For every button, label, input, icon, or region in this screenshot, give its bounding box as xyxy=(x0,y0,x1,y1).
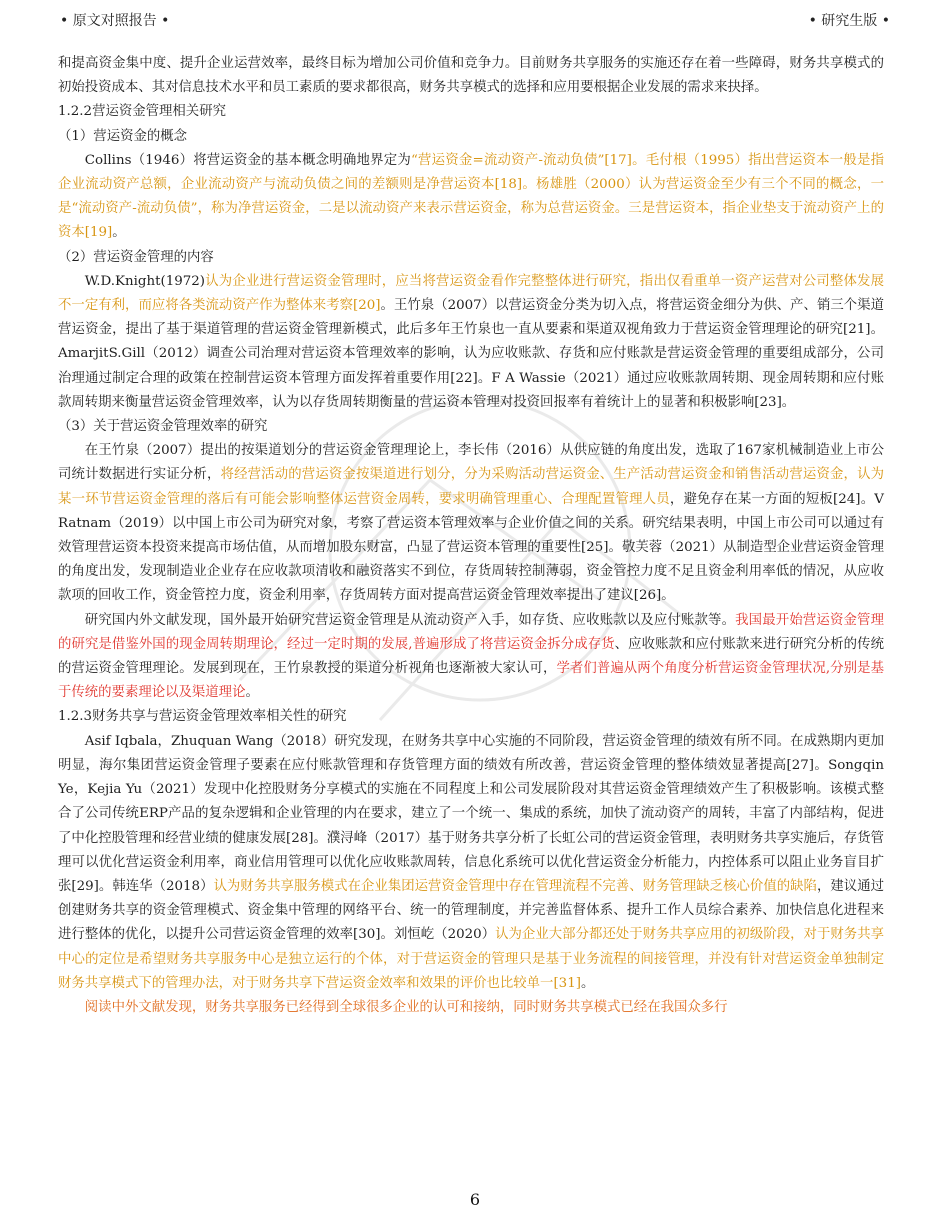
subheading-content: （2）营运资金管理的内容 xyxy=(58,249,214,265)
edition-label: • 研究生版 • xyxy=(808,13,890,29)
plain-text: 、应收账款和应付账款来进行研究分析的传统的营运资金管理理论。发展到现在，王竹泉教授的渠道分析视角也逐渐被大家认可， xyxy=(58,636,884,677)
plain-text: ，建议通过创建财务共享的资金管理模式、资金集中管理的网络平台、统一的管理制度，并完善监督体系、提升工作人员综合素养、加快信息化进程来进行整体的优化，以提升公司营运资金管理的效率[30]。刘恒屹（2020） xyxy=(58,878,885,943)
paragraph: 和提高资金集中度、提升企业运营效率，最终目标为增加公司价值和竞争力。目前财务共享服务的实施还存在着一些障碍，财务共享模式的初始投资成本、其对信息技术水平和员工素质的要求都很高，财务共享模式的选择和应用要根据企业发展的需求来抉择。 xyxy=(58,56,884,96)
plain-text: W.D.Knight(1972) xyxy=(84,273,206,289)
highlighted-text: 认为企业进行营运资金管理时，应当将营运资金看作完整整体进行研究，指出仅看重单一资产运营对公司整体发展不一定有利，而应将各类流动资产作为整体来考察[20] xyxy=(58,273,884,314)
paragraph-highlighted: 阅读中外文献发现，财务共享服务已经得到全球很多企业的认可和接纳，同时财务共享模式已经在我国众多行 xyxy=(84,999,728,1015)
plain-text: Asif Iqbala，Zhuquan Wang（2018）研究发现，在财务共享中心实施的不同阶段，营运资金管理的绩效有所不同。在成熟期内更加明显，海尔集团营运资金管理子要素在应付账款管理和存货管理方面的绩效有所改善，营运资金管理的整体绩效显著提高[27]。Songqin Ye，Kejia Yu（2021）发现中化控股财务分享模式的实施在不同程度上和公司发展阶段对其营运资金管理绩效产生了积极影响。该模式整合了公司传统ERP产品的复杂逻辑和企业管理的内在要求，建立了一个统一、集成的系统，加快了流动资产的周转，丰富了内部结构，促进了中化控股管理和经营业绩的健康发展[28]。濮浔峰（2017）基于财务共享分析了长虹公司的营运资金管理，表明财务共享实施后，存货管理可以优化营运资金利用率，商业信用管理可以优化应收账款周转，信息化系统可以优化营运资金分析能力，内控体系可以阻止业务盲目扩张[29]。韩连华（2018） xyxy=(58,733,884,894)
report-body xyxy=(58,52,884,1020)
plain-text: Collins（1946）将营运资金的基本概念明确地界定为 xyxy=(84,152,411,168)
plain-text: 研究国内外文献发现，国外最开始研究营运资金管理是从流动资产入手，如存货、应收账款以及应付账款等。 xyxy=(84,612,736,628)
plain-text: ，避免存在某一方面的短板[24]。V Ratnam（2019）以中国上市公司为研究对象，考察了营运资本管理效率与企业价值之间的关系。研究结果表明，中国上市公司可以通过有效管理营运资本投资来提高市场估值，从而增加股东财富，凸显了营运资本管理的重要性[25]。敬芙蓉（2021）从制造型企业营运资金管理的角度出发，发现制造业企业存在应收款项清收和融资落实不到位，存货周转控制薄弱，资金管控力度不足且资金利用率低的情况，从应收款项的回收工作，资金管控力度，资金利用率，存货周转方面对提高营运资金管理效率提出了建议[26]。 xyxy=(58,491,884,604)
highlighted-text: 将经营活动的营运资金按渠道进行划分，分为采购活动营运资金、生产活动营运资金和销售活动营运资金，认为某一环节营运资金管理的落后有可能会影响整体运营资金周转，要求明确管理重心、合理配置管理人员 xyxy=(58,467,885,507)
highlighted-text: 认为企业大部分都还处于财务共享应用的初级阶段，对于财务共享中心的定位是希望财务共享服务中心是独立运行的个体，对于营运资金的管理只是基于业务流程的间接管理，并没有针对营运资金单独制定财务共享模式下的管理办法，对于财务共享下营运资金效率和效果的评价也比较单一[31] xyxy=(58,927,884,991)
highlighted-text-red: 学者们普遍从两个角度分析营运资金管理状况,分别是基于传统的要素理论以及渠道理论 xyxy=(58,661,884,701)
report-type-label: • 原文对照报告 • xyxy=(60,13,170,29)
paragraph xyxy=(58,439,884,608)
plain-text: 。王竹泉（2007）以营运资金分类为切入点，将营运资金细分为供、产、销三个渠道营运资金，提出了基于渠道管理的营运资金管理新模式，此后多年王竹泉也一直从要素和渠道双视角致力于营运资金管理理论的研究[21]。AmarjitS.Gill（2012）调查公司治理对营运资本管理效率的影响，认为应收账款、存货和应付账款是营运资金管理的重要组成部分，公司治理通过制定合理的政策在控制营运资本管理方面发挥着重要作用[22]。F A Wassie（2021）通过应收账款周转期、现金周转期和应付账款周转期来衡量营运资金管理效率，认为以存货周转期衡量的营运资本管理对投资回报率有着统计上的显著和积极影响[23]。 xyxy=(58,298,884,410)
page-number: 6 xyxy=(469,1190,481,1209)
paragraph xyxy=(58,270,884,415)
section-heading-1-2-3: 1.2.3财务共享与营运资金管理效率相关性的研究 xyxy=(58,709,347,725)
plain-text: 。 xyxy=(112,225,126,241)
subheading-efficiency: （3）关于营运资金管理效率的研究 xyxy=(58,419,268,435)
page-header xyxy=(0,10,950,32)
paragraph xyxy=(58,730,884,996)
section-heading-1-2-2: 1.2.2营运资金管理相关研究 xyxy=(58,104,226,120)
plain-text: 。 xyxy=(580,975,595,991)
subheading-concept: （1）营运资金的概念 xyxy=(58,128,188,144)
plain-text: 。 xyxy=(245,685,259,701)
highlighted-text-red: 我国最开始营运资金管理的研究是借鉴外国的现金周转期理论，经过一定时期的发展,普遍形成了将营运资金拆分成存货 xyxy=(58,612,885,652)
paragraph xyxy=(58,609,884,706)
highlighted-text: “营运资金=流动资产-流动负债”[17]。毛付根（1995）指出营运资本一般是指企业流动资产总额，企业流动资产与流动负债之间的差额则是净营运资本[18]。杨雄胜（2000）认为营运资金至少有三个不同的概念，一是“流动资产-流动负债”，称为净营运资金，二是以流动资产来表示营运资金，称为总营运资金。三是营运资本，指企业垫支于流动资产上的资本[19] xyxy=(58,152,884,241)
highlighted-text: 认为财务共享服务模式在企业集团运营资金管理中存在管理流程不完善、财务管理缺乏核心价值的缺陷 xyxy=(213,878,817,894)
plain-text: 在王竹泉（2007）提出的按渠道划分的营运资金管理理论上，李长伟（2016）从供应链的角度出发，选取了167家机械制造业上市公司统计数据进行实证分析， xyxy=(58,443,884,483)
paragraph xyxy=(58,149,884,246)
